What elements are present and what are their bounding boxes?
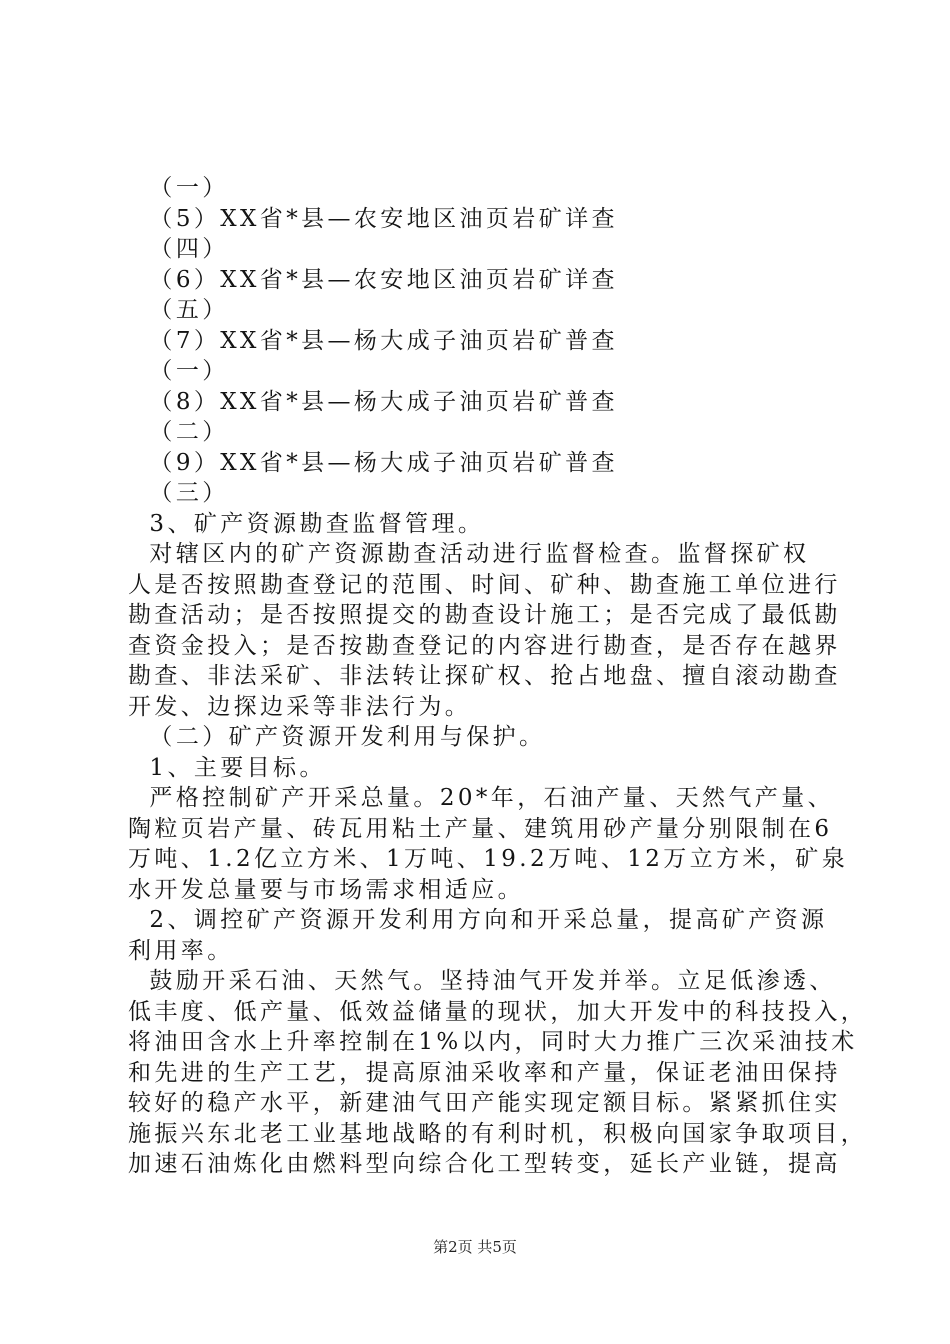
text-line: 低丰度、低产量、低效益储量的现状，加大开发中的科技投入， (128, 998, 868, 1025)
text-line: （四） (128, 236, 229, 262)
text-line: 严格控制矿产开采总量。20*年，石油产量、天然气产量、 (128, 785, 834, 811)
text-line: （8）XX省*县—杨大成子油页岩矿普查 (128, 388, 618, 415)
text-line: 较好的稳产水平，新建油气田产能实现定额目标。紧紧抓住实 (128, 1090, 841, 1116)
text-line: 勘查活动；是否按照提交的勘查设计施工；是否完成了最低勘 (128, 602, 841, 628)
text-line: 对辖区内的矿产资源勘查活动进行监督检查。监督探矿权 (128, 541, 810, 567)
text-line: （一） (128, 358, 229, 384)
text-line: 利用率。 (128, 937, 234, 964)
text-line: （三） (128, 480, 229, 506)
text-line: 施振兴东北老工业基地战略的有利时机，积极向国家争取项目， (128, 1120, 868, 1147)
text-line: 陶粒页岩产量、砖瓦用粘土产量、建筑用砂产量分别限制在6 (128, 815, 833, 842)
text-line: （二） (128, 419, 229, 445)
text-line: 和先进的生产工艺，提高原油采收率和产量，保证老油田保持 (128, 1059, 841, 1086)
text-line: 勘查、非法采矿、非法转让探矿权、抢占地盘、擅自滚动勘查 (128, 663, 841, 689)
text-line: （7）XX省*县—杨大成子油页岩矿普查 (128, 327, 618, 354)
page-footer: 第2页 共5页 (433, 1238, 517, 1256)
text-line: （9）XX省*县—杨大成子油页岩矿普查 (128, 449, 618, 476)
document-body (128, 173, 868, 1180)
text-line: 万吨、1.2亿立方米、1万吨、19.2万吨、12万立方米，矿泉 (128, 846, 849, 872)
text-line: 2、调控矿产资源开发利用方向和开采总量，提高矿产资源 (128, 907, 828, 933)
text-line: （5）XX省*县—农安地区油页岩矿详查 (128, 205, 618, 232)
text-line: 鼓励开采石油、天然气。坚持油气开发并举。立足低渗透、 (128, 968, 836, 994)
text-line: 水开发总量要与市场需求相适应。 (128, 876, 524, 903)
text-line: （一） (128, 175, 229, 201)
text-line: 人是否按照勘查登记的范围、时间、矿种、勘查施工单位进行 (128, 571, 841, 598)
text-line: 加速石油炼化由燃料型向综合化工型转变，延长产业链，提高 (128, 1151, 841, 1177)
text-line: 将油田含水上升率控制在1%以内，同时大力推广三次采油技术 (128, 1029, 858, 1055)
text-line: 1、主要目标。 (128, 754, 326, 781)
text-line: （二）矿产资源开发利用与保护。 (128, 724, 546, 750)
text-line: （五） (128, 297, 229, 323)
text-line: 开发、边探边采等非法行为。 (128, 693, 472, 720)
text-line: 3、矿产资源勘查监督管理。 (128, 510, 485, 537)
text-line: （6）XX省*县—农安地区油页岩矿详查 (128, 266, 618, 293)
text-line: 查资金投入；是否按勘查登记的内容进行勘查，是否存在越界 (128, 632, 841, 659)
